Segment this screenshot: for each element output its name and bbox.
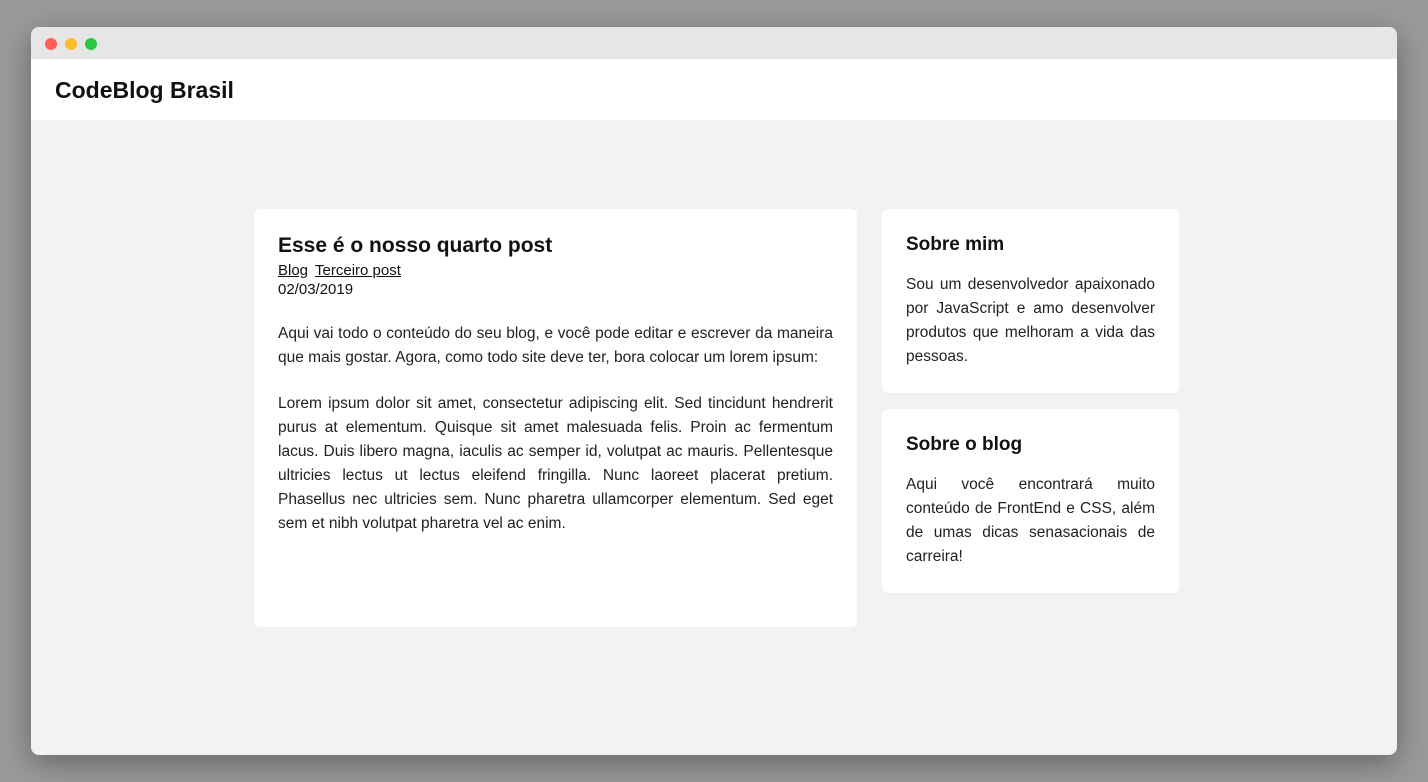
about-me-title: Sobre mim: [906, 234, 1005, 255]
about-blog-card: [882, 409, 1179, 593]
window-titlebar: [31, 27, 1397, 59]
close-window-button[interactable]: [45, 38, 57, 50]
site-header: [31, 59, 1397, 120]
post-paragraph: Aqui vai todo o conteúdo do seu blog, e você pode editar e escrever da maneira que mais gostar. Agora, como todo site deve ter, bora colocar um lorem ipsum:: [278, 325, 833, 366]
maximize-window-button[interactable]: [85, 38, 97, 50]
minimize-window-button[interactable]: [65, 38, 77, 50]
browser-window: [31, 27, 1397, 755]
about-blog-title: Sobre o blog: [906, 434, 1023, 455]
tag-link-terceiro-post[interactable]: Terceiro post: [315, 262, 401, 279]
post-date: 02/03/2019: [278, 281, 354, 298]
tag-link-blog[interactable]: Blog: [278, 262, 309, 279]
about-blog-text: Aqui você encontrará muito conteúdo de FrontEnd e CSS, além de umas dicas senasacionais de carreira!: [906, 476, 1155, 565]
post-card: [254, 209, 857, 627]
about-me-text: Sou um desenvolvedor apaixonado por JavaScript e amo desenvolver produtos que melhoram a vida das pessoas.: [906, 276, 1155, 365]
post-tags: [278, 261, 833, 280]
post-title: Esse é o nosso quarto post: [278, 234, 553, 257]
post-body: [278, 322, 833, 536]
about-me-card: [882, 209, 1179, 393]
site-title[interactable]: CodeBlog Brasil: [55, 77, 234, 103]
post-paragraph: Lorem ipsum dolor sit amet, consectetur adipiscing elit. Sed tincidunt hendrerit purus at elementum. Quisque sit amet malesuada felis. Proin ac fermentum lacus. Duis libero magna, iaculis ac semper id, volutpat ac mauris. Pellentesque ultricies lectus ut lectus eleifend fringilla. Nunc laoreet placerat pretium. Phasellus nec ultricies sem. Nunc pharetra ullamcorper elementum. Sed eget sem et nibh volutpat pharetra vel ac enim.: [278, 395, 833, 532]
